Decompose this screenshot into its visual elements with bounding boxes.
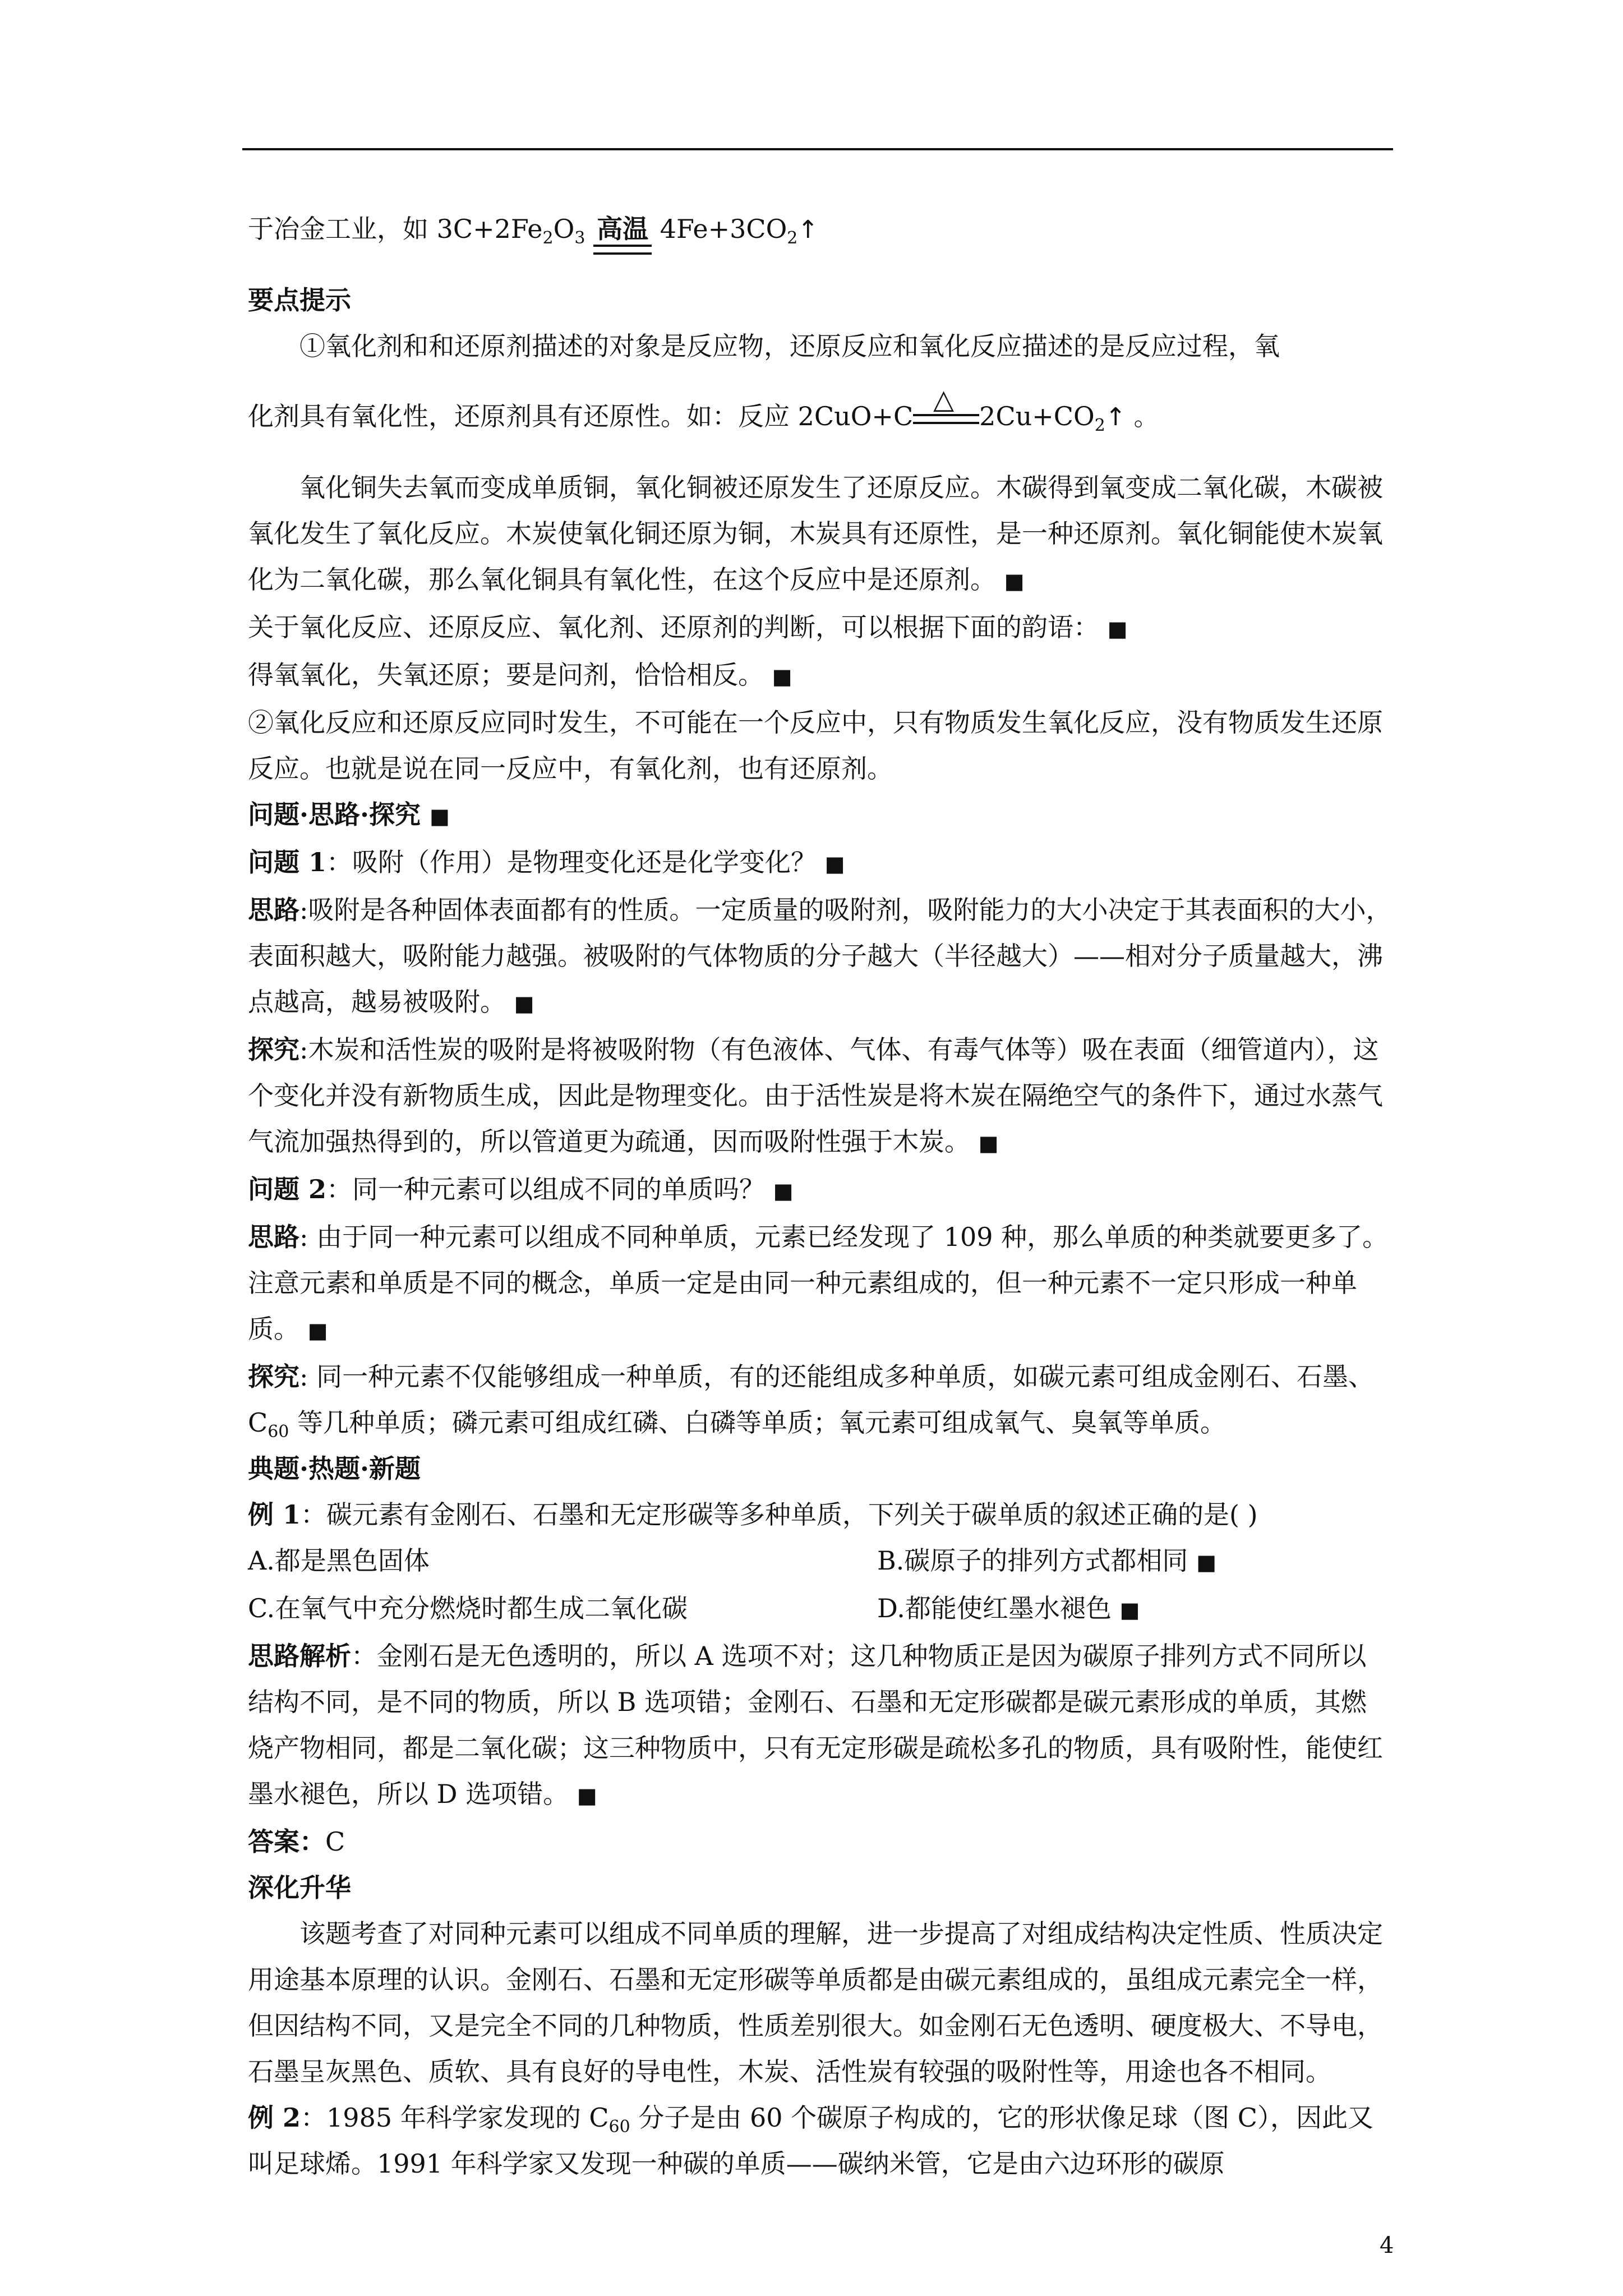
option-b: B.碳原子的排列方式都相同 xyxy=(877,1545,1188,1576)
intro-text: O xyxy=(553,214,575,244)
paragraph-text: ↑ 。 xyxy=(1105,403,1159,431)
paragraph-text: 2Cu+CO xyxy=(979,401,1095,431)
paragraph-text: 等几种单质；磷元素可组成红磷、白磷等单质；氧元素可组成氧气、臭氧等单质。 xyxy=(289,1407,1227,1438)
subscript: 2 xyxy=(787,228,798,248)
thinking-2 xyxy=(248,1214,1392,1354)
paragraph-text: : 由于同一种元素可以组成不同种单质，元素已经发现了 109 种，那么单质的种类就要更多了。注意元素和单质是不同的概念，单质一定是由同一种元素组成的，但一种元素不一定只形成一种单质。 xyxy=(248,1222,1389,1344)
label: 探究 xyxy=(248,1034,299,1065)
option-d-wrap xyxy=(877,1585,1140,1633)
heat-condition xyxy=(913,384,979,430)
label: 思路 xyxy=(248,1222,299,1252)
reaction-condition xyxy=(593,214,652,255)
explore-2 xyxy=(248,1354,1392,1446)
subscript: 2 xyxy=(542,228,554,248)
option-a: A.都是黑色固体 xyxy=(248,1545,430,1576)
label: 例 1 xyxy=(248,1499,301,1530)
option-d: D.都能使红墨水褪色 xyxy=(877,1593,1112,1623)
label: 思路解析 xyxy=(248,1641,351,1671)
options-row-2 xyxy=(248,1585,1392,1633)
condition-label: 高温 xyxy=(597,214,649,244)
section-heading: 要点提示 xyxy=(248,285,351,315)
answer xyxy=(248,1819,1392,1865)
paragraph xyxy=(248,604,1392,652)
paragraph: ②氧化反应和还原反应同时发生，不可能在一个反应中，只有物质发生氧化反应，没有物质发生还原反应。也就是说在同一反应中，有氧化剂，也有还原剂。 xyxy=(248,707,1383,784)
paragraph-text: 关于氧化反应、还原反应、氧化剂、还原剂的判断，可以根据下面的韵语： xyxy=(248,612,1099,642)
answer-text: C xyxy=(325,1826,345,1857)
square-marker-icon: ■ xyxy=(978,1131,999,1156)
square-marker-icon: ■ xyxy=(1107,616,1128,641)
square-marker-icon: ■ xyxy=(430,803,450,829)
up-arrow-icon: ↑ xyxy=(797,215,819,244)
options-row-1 xyxy=(248,1538,1392,1585)
label: 问题 2 xyxy=(248,1174,327,1204)
square-marker-icon: ■ xyxy=(824,852,845,876)
example-1 xyxy=(248,1492,1392,1538)
triangle-icon: △ xyxy=(933,384,955,415)
square-marker-icon: ■ xyxy=(577,1783,597,1808)
question-text: ：吸附（作用）是物理变化还是化学变化？ xyxy=(326,847,817,877)
section-heading: 典题·热题·新题 xyxy=(248,1453,421,1484)
square-marker-icon: ■ xyxy=(514,991,534,1016)
subscript: 60 xyxy=(608,2117,630,2137)
label: 探究 xyxy=(248,1361,299,1392)
square-marker-icon: ■ xyxy=(1004,569,1025,593)
label: 思路 xyxy=(248,895,299,925)
header-rule xyxy=(242,148,1393,150)
thinking-1 xyxy=(248,887,1392,1027)
paragraph: ①氧化剂和和还原剂描述的对象是反应物，还原反应和氧化反应描述的是反应过程，氧 xyxy=(299,331,1280,361)
intro-text: 4Fe+3CO xyxy=(660,214,787,244)
square-marker-icon: ■ xyxy=(773,1179,794,1203)
analysis xyxy=(248,1633,1392,1819)
label: 问题 1 xyxy=(248,847,327,877)
subscript: 60 xyxy=(268,1422,289,1442)
paragraph-text: :吸附是各种固体表面都有的性质。一定质量的吸附剂，吸附能力的大小决定于其表面积的大小，表面积越大，吸附能力越强。被吸附的气体物质的分子越大（半径越大）——相对分子质量越大，沸点越高，越易被吸附。 xyxy=(248,895,1392,1017)
page-number: 4 xyxy=(1380,2233,1394,2258)
paragraph-text: 得氧氧化，失氧还原；要是问剂，恰恰相反。 xyxy=(248,660,764,690)
paragraph xyxy=(248,464,1392,604)
question-2 xyxy=(248,1166,1392,1214)
square-marker-icon: ■ xyxy=(307,1318,328,1343)
intro-text: 于冶金工业，如 3C+2Fe xyxy=(248,214,543,244)
question-text: ：碳元素有金刚石、石墨和无定形碳等多种单质，下列关于碳单质的叙述正确的是( ) xyxy=(301,1499,1258,1530)
question-text: ：同一种元素可以组成不同的单质吗？ xyxy=(326,1174,766,1204)
paragraph-text: :木炭和活性炭的吸附是将被吸附物（有色液体、气体、有毒气体等）吸在表面（细管道内），这个变化并没有新物质生成，因此是物理变化。由于活性炭是将木炭在隔绝空气的条件下，通过水蒸气气流加强热得到的，所以管道更为疏通，因而吸附性强于木炭。 xyxy=(248,1034,1383,1157)
paragraph xyxy=(248,652,1392,700)
label: 例 2 xyxy=(248,2102,301,2133)
document-body xyxy=(248,202,1392,2187)
square-marker-icon: ■ xyxy=(772,664,792,689)
double-line xyxy=(593,245,652,255)
paragraph-text: 氧化铜失去氧而变成单质铜，氧化铜被还原发生了还原反应。木碳得到氧变成二氧化碳，木碳被氧化发生了氧化反应。木炭使氧化铜还原为铜，木炭具有还原性，是一种还原剂。氧化铜能使木炭氧化为二氧化碳，那么氧化铜具有氧化性，在这个反应中是还原剂。 xyxy=(248,472,1383,595)
paragraph-text: 化剂具有氧化性，还原剂具有还原性。如：反应 2CuO+C xyxy=(248,401,914,431)
double-line xyxy=(913,414,979,424)
paragraph: 该题考查了对同种元素可以组成不同单质的理解，进一步提高了对组成结构决定性质、性质决定用途基本原理的认识。金刚石、石墨和无定形碳等单质都是由碳元素组成的，虽组成元素完全一样，但因结构不同，又是完全不同的几种物质，性质差别很大。如金刚石无色透明、硬度极大、不导电，石墨呈灰黑色、质软、具有良好的导电性，木炭、活性炭有较强的吸附性等，用途也各不相同。 xyxy=(248,1918,1383,2087)
subscript: 2 xyxy=(1094,416,1105,435)
section-heading: 深化升华 xyxy=(248,1872,351,1903)
paragraph-text: : 同一种元素不仅能够组成一种单质，有的还能组成多种单质，如碳元素可组成金刚石、石墨、C xyxy=(248,1361,1375,1438)
question-1 xyxy=(248,839,1392,887)
paragraph-text: 分子是由 60 个碳原子构成的，它的形状像足球（图 C），因此又叫足球烯。1991 年科学家又发现一种碳的单质——碳纳米管，它是由六边环形的碳原 xyxy=(248,2102,1373,2179)
option-c: C.在氧气中充分燃烧时都生成二氧化碳 xyxy=(248,1593,688,1623)
explore-1 xyxy=(248,1027,1392,1166)
example-2 xyxy=(248,2095,1392,2187)
option-b-wrap xyxy=(877,1538,1216,1585)
section-heading xyxy=(248,792,1392,839)
paragraph-text: ：金刚石是无色透明的，所以 A 选项不对；这几种物质正是因为碳原子排列方式不同所以结构不同，是不同的物质，所以 B 选项错；金刚石、石墨和无定形碳都是碳元素形成的单质，其燃烧产物相同，都是二氧化碳；这三种物质中，只有无定形碳是疏松多孔的物质，具有吸附性，能使红墨水褪色，所以 D 选项错。 xyxy=(248,1641,1383,1809)
label: 答案： xyxy=(248,1826,325,1857)
reaction-line xyxy=(248,384,1392,444)
subscript: 3 xyxy=(574,228,585,248)
square-marker-icon: ■ xyxy=(1119,1598,1140,1622)
paragraph-text: ：1985 年科学家发现的 C xyxy=(301,2102,609,2133)
square-marker-icon: ■ xyxy=(1196,1550,1216,1575)
heading-text: 问题·思路·探究 xyxy=(248,799,421,830)
intro-line xyxy=(248,202,1392,257)
